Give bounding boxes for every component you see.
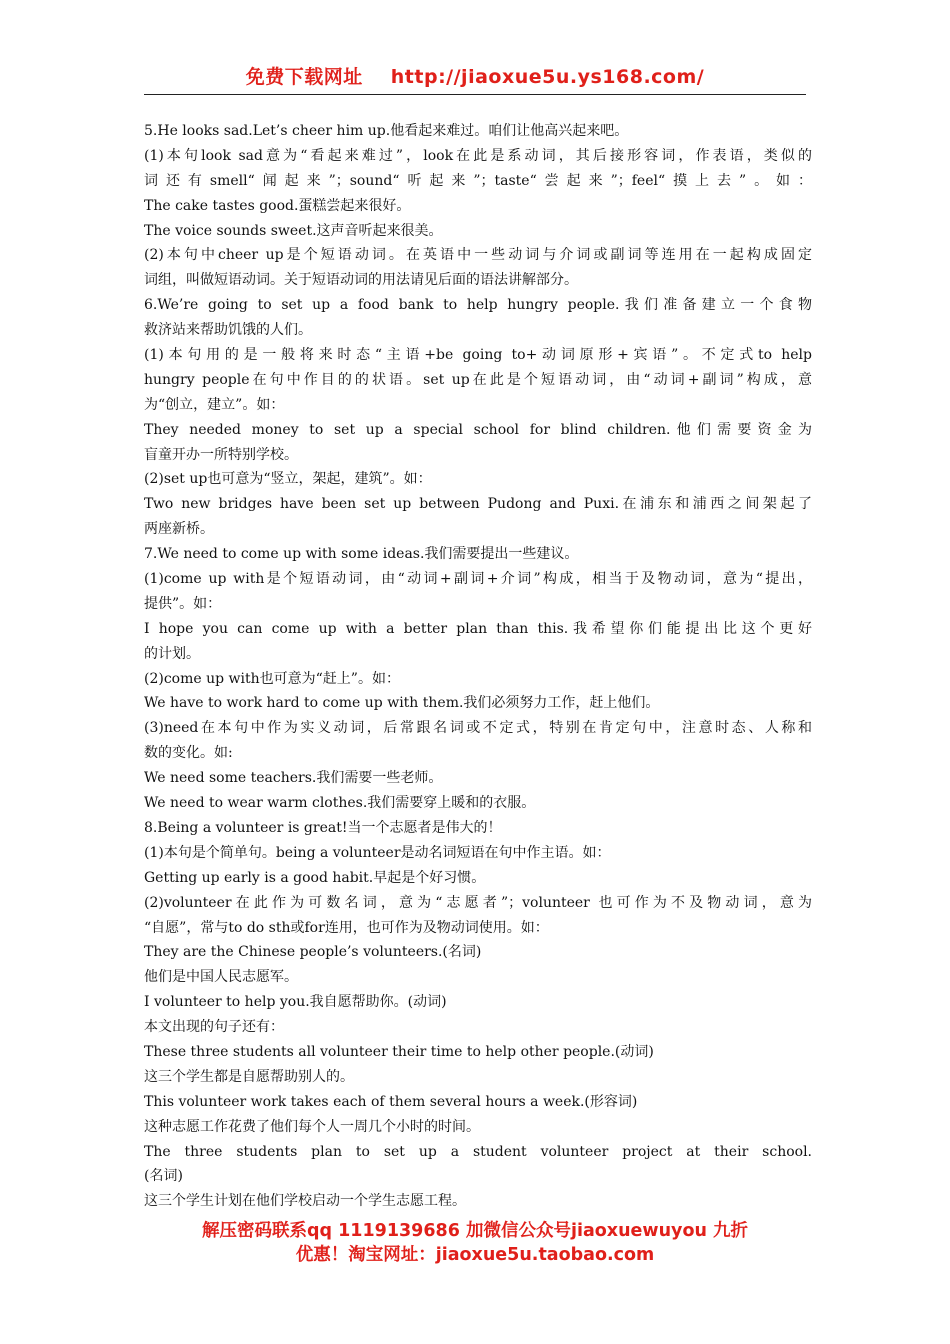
text-line: We have to work hard to come up with them.我们必须努力工作，赶上他们。 bbox=[144, 695, 660, 712]
text-line: 两座新桥。 bbox=[144, 521, 214, 538]
text-line: (2)set up也可意为“竖立，架起，建筑”。如： bbox=[144, 471, 432, 488]
text-line: The three students plan to set up a student volunteer project at their school. bbox=[144, 1143, 812, 1160]
footer-line-2: 优惠！淘宝网址：jiaoxue5u.taobao.com bbox=[295, 1245, 655, 1265]
text-line: 盲童开办一所特别学校。 bbox=[144, 446, 298, 463]
document-body bbox=[144, 119, 812, 1214]
text-line: hungry people在句中作目的的状语。set up在此是个短语动词，由“动词+副词”构成，意 bbox=[144, 371, 812, 388]
text-line: The voice sounds sweet.这声音听起来很美。 bbox=[144, 222, 443, 239]
header-divider bbox=[144, 94, 806, 95]
text-line: “自愿”，常与to do sth或for连用，也可作为及物动词使用。如： bbox=[144, 919, 549, 936]
text-line: 他们是中国人民志愿军。 bbox=[144, 969, 298, 986]
text-line: (3)need在本句中作为实义动词，后常跟名词或不定式，特别在肯定句中，注意时态、人称和 bbox=[144, 720, 812, 737]
text-line: Two new bridges have been set up between Pudong and Puxi.在浦东和浦西之间架起了 bbox=[144, 496, 812, 513]
header-url-link[interactable]: http://jiaoxue5u.ys168.com/ bbox=[390, 66, 705, 88]
text-line: We need some teachers.我们需要一些老师。 bbox=[144, 770, 443, 787]
text-line: This volunteer work takes each of them several hours a week.(形容词) bbox=[144, 1093, 638, 1110]
text-line: 救济站来帮助饥饿的人们。 bbox=[144, 322, 312, 339]
text-line: 6.We’re going to set up a food bank to help hungry people.我们准备建立一个食物 bbox=[144, 297, 812, 314]
text-line: I volunteer to help you.我自愿帮助你。(动词) bbox=[144, 994, 447, 1011]
text-line: 为“创立，建立”。如： bbox=[144, 396, 285, 413]
text-line: 5.He looks sad.Let’s cheer him up.他看起来难过。咱们让他高兴起来吧。 bbox=[144, 123, 629, 139]
text-line: (1)本句是个简单句。being a volunteer是动名词短语在句中作主语。如： bbox=[144, 844, 611, 861]
text-line: (2)volunteer在此作为可数名词，意为“志愿者”；volunteer 也可作为不及物动词，意为 bbox=[144, 894, 812, 911]
text-line: Getting up early is a good habit.早起是个好习惯。 bbox=[144, 869, 486, 886]
text-line: 的计划。 bbox=[144, 645, 200, 662]
text-line: 词还有smell“闻起来”；sound“听起来”；taste“尝起来”；feel“摸上去”。如： bbox=[144, 172, 812, 189]
text-line: 数的变化。如: bbox=[144, 745, 233, 762]
page-footer bbox=[0, 1219, 950, 1267]
text-line: They are the Chinese people’s volunteers.(名词) bbox=[144, 944, 482, 961]
text-line: They needed money to set up a special school for blind children.他们需要资金为 bbox=[144, 421, 812, 438]
text-line: (1)本句look sad意为“看起来难过”，look在此是系动词，其后接形容词，作表语，类似的 bbox=[144, 147, 812, 164]
header-label: 免费下载网址 bbox=[245, 66, 363, 88]
text-line: The cake tastes good.蛋糕尝起来很好。 bbox=[144, 197, 411, 214]
text-line: I hope you can come up with a better plan than this.我希望你们能提出比这个更好 bbox=[144, 620, 812, 637]
text-line: (2)come up with也可意为“赶上”。如： bbox=[144, 670, 400, 687]
text-line: 这种志愿工作花费了他们每个人一周几个小时的时间。 bbox=[144, 1118, 480, 1135]
footer-line-1: 解压密码联系qq 1119139686 加微信公众号jiaoxuewuyou 九折 bbox=[201, 1221, 749, 1241]
text-line: 本文出现的句子还有： bbox=[144, 1019, 284, 1036]
text-line: 8.Being a volunteer is great!当一个志愿者是伟大的！ bbox=[144, 819, 502, 836]
text-line: 7.We need to come up with some ideas.我们需要提出一些建议。 bbox=[144, 546, 579, 563]
text-line: These three students all volunteer their time to help other people.(动词) bbox=[144, 1043, 654, 1060]
text-line: 这三个学生计划在他们学校启动一个学生志愿工程。 bbox=[144, 1193, 466, 1210]
text-line: (2)本句中cheer up是个短语动词。在英语中一些动词与介词或副词等连用在一起构成固定 bbox=[144, 247, 812, 264]
page-header bbox=[0, 62, 950, 89]
text-line: (1)本句用的是一般将来时态“主语+be going to+动词原形+宾语”。不定式to help bbox=[144, 347, 812, 364]
text-line: 词组，叫做短语动词。关于短语动词的用法请见后面的语法讲解部分。 bbox=[144, 272, 578, 289]
text-line: 提供”。如： bbox=[144, 595, 222, 612]
text-line: We need to wear warm clothes.我们需要穿上暖和的衣服。 bbox=[144, 795, 536, 812]
text-line: 这三个学生都是自愿帮助别人的。 bbox=[144, 1068, 354, 1085]
text-line: (名词) bbox=[144, 1168, 183, 1185]
text-line: (1)come up with是个短语动词，由“动词+副词+介词”构成，相当于及物动词，意为“提出， bbox=[144, 571, 812, 588]
